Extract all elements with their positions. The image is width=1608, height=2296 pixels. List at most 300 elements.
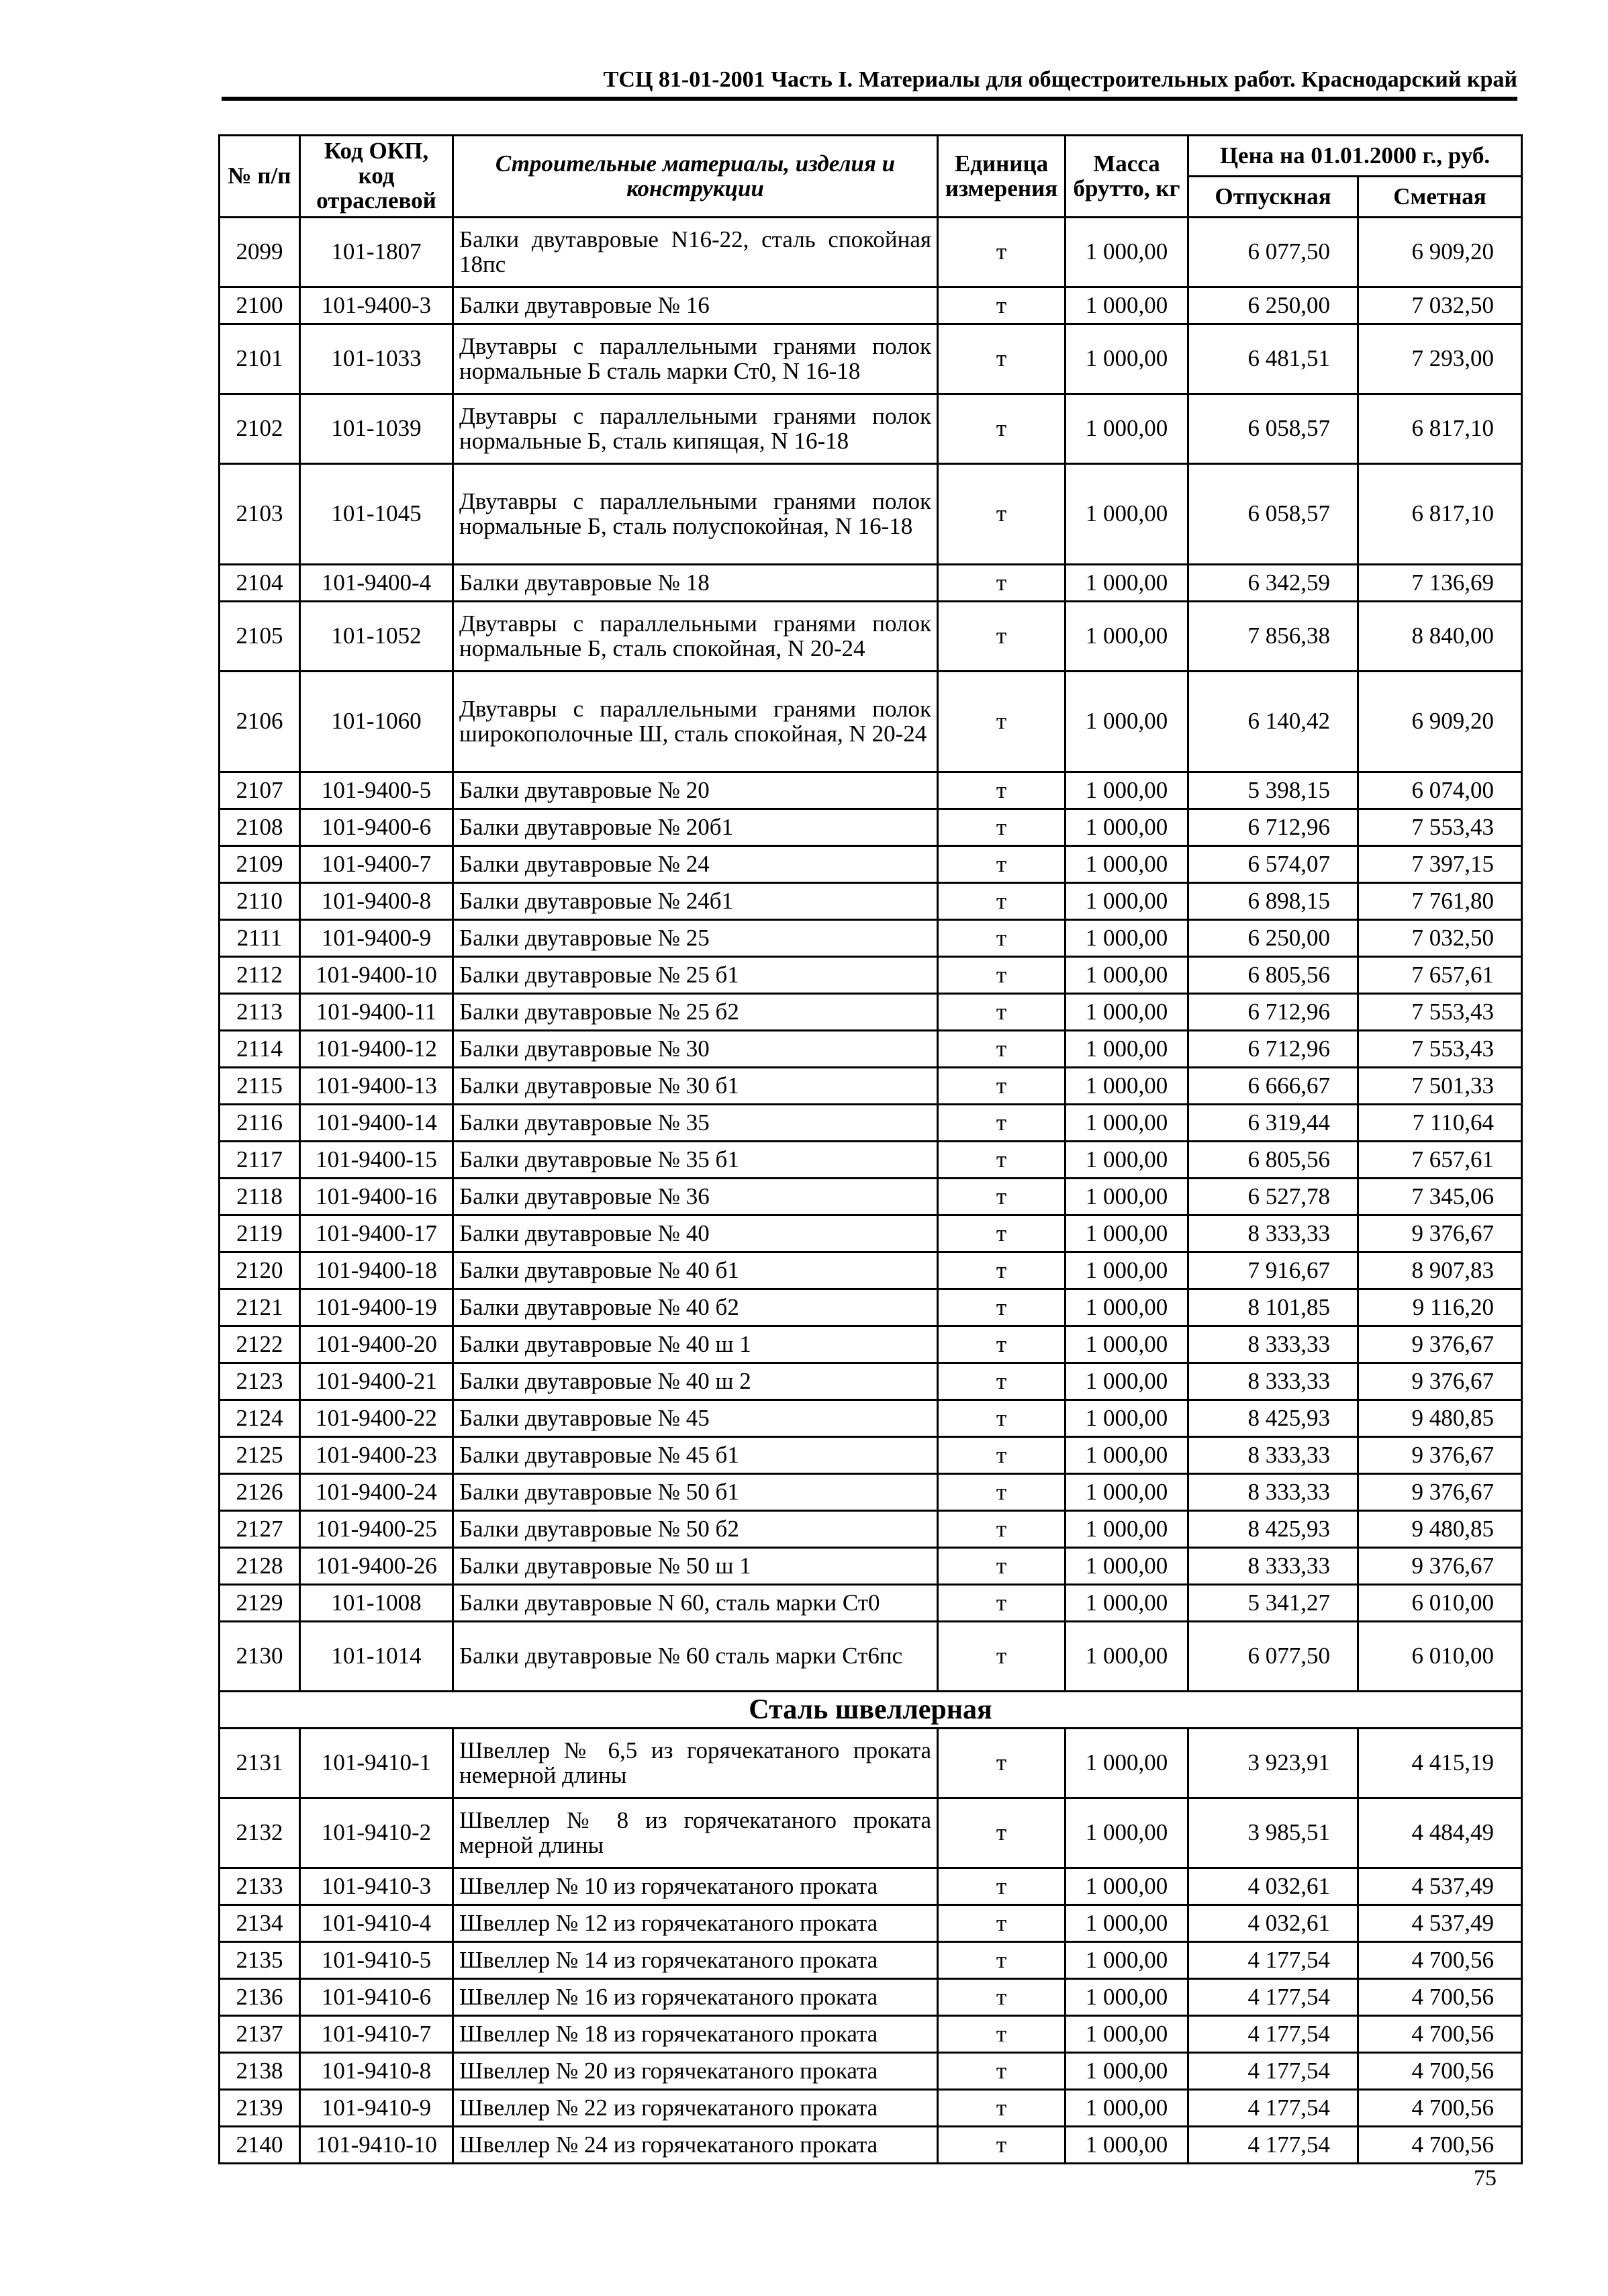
release-price-cell: 7 856,38	[1188, 602, 1358, 672]
row-number-cell: 2104	[220, 565, 300, 602]
price-table	[218, 134, 1523, 2164]
estimate-price-cell: 9 376,67	[1358, 1474, 1522, 1511]
col-header-mass: Масса брутто, кг	[1066, 136, 1188, 218]
row-number-cell: 2136	[220, 1979, 300, 2016]
estimate-price-cell: 4 700,56	[1358, 2090, 1522, 2127]
gross-mass-cell: 1 000,00	[1066, 1729, 1188, 1798]
okp-code-cell: 101-9400-3	[300, 287, 453, 324]
release-price-cell: 6 077,50	[1188, 1622, 1358, 1692]
release-price-cell: 6 574,07	[1188, 846, 1358, 883]
estimate-price-cell: 6 817,10	[1358, 464, 1522, 565]
estimate-price-cell: 4 415,19	[1358, 1729, 1522, 1798]
unit-of-measure-cell: т	[938, 920, 1066, 957]
material-name-cell: Балки двутавровые № 24б1	[453, 883, 938, 920]
row-number-cell: 2128	[220, 1548, 300, 1585]
col-header-no: № п/п	[220, 136, 300, 218]
table-row	[220, 1905, 1522, 1942]
unit-of-measure-cell: т	[938, 1729, 1066, 1798]
material-name-cell: Балки двутавровые № 40 ш 2	[453, 1363, 938, 1400]
gross-mass-cell: 1 000,00	[1066, 883, 1188, 920]
release-price-cell: 6 250,00	[1188, 287, 1358, 324]
gross-mass-cell: 1 000,00	[1066, 464, 1188, 565]
okp-code-cell: 101-9400-12	[300, 1031, 453, 1068]
release-price-cell: 5 341,27	[1188, 1585, 1358, 1622]
okp-code-cell: 101-9400-21	[300, 1363, 453, 1400]
row-number-cell: 2118	[220, 1179, 300, 1215]
estimate-price-cell: 6 909,20	[1358, 672, 1522, 772]
row-number-cell: 2126	[220, 1474, 300, 1511]
row-number-cell: 2135	[220, 1942, 300, 1979]
table-row	[220, 1031, 1522, 1068]
release-price-cell: 6 342,59	[1188, 565, 1358, 602]
estimate-price-cell: 9 116,20	[1358, 1289, 1522, 1326]
gross-mass-cell: 1 000,00	[1066, 1979, 1188, 2016]
material-name-cell: Швеллер № 8 из горячекатаного проката мерной длины	[453, 1798, 938, 1868]
release-price-cell: 4 032,61	[1188, 1905, 1358, 1942]
material-name-cell: Двутавры с параллельными гранями полок нормальные Б, сталь полуспокойная, N 16-18	[453, 464, 938, 565]
okp-code-cell: 101-1039	[300, 394, 453, 464]
table-row	[220, 2090, 1522, 2127]
gross-mass-cell: 1 000,00	[1066, 565, 1188, 602]
table-row	[220, 1979, 1522, 2016]
material-name-cell: Швеллер № 6,5 из горячекатаного проката немерной длины	[453, 1729, 938, 1798]
table-row	[220, 672, 1522, 772]
okp-code-cell: 101-9410-9	[300, 2090, 453, 2127]
row-number-cell: 2115	[220, 1068, 300, 1105]
col-header-release: Отпускная	[1188, 177, 1358, 218]
okp-code-cell: 101-9400-26	[300, 1548, 453, 1585]
okp-code-cell: 101-9400-15	[300, 1142, 453, 1179]
unit-of-measure-cell: т	[938, 957, 1066, 994]
row-number-cell: 2119	[220, 1215, 300, 1252]
release-price-cell: 8 425,93	[1188, 1511, 1358, 1548]
okp-code-cell: 101-1045	[300, 464, 453, 565]
unit-of-measure-cell: т	[938, 1215, 1066, 1252]
unit-of-measure-cell: т	[938, 1868, 1066, 1905]
gross-mass-cell: 1 000,00	[1066, 672, 1188, 772]
table-row	[220, 1622, 1522, 1692]
release-price-cell: 3 985,51	[1188, 1798, 1358, 1868]
gross-mass-cell: 1 000,00	[1066, 920, 1188, 957]
row-number-cell: 2103	[220, 464, 300, 565]
table-row	[220, 1474, 1522, 1511]
material-name-cell: Балки двутавровые № 16	[453, 287, 938, 324]
release-price-cell: 6 140,42	[1188, 672, 1358, 772]
okp-code-cell: 101-9400-8	[300, 883, 453, 920]
release-price-cell: 4 177,54	[1188, 1942, 1358, 1979]
col-header-price-group: Цена на 01.01.2000 г., руб.	[1188, 136, 1522, 177]
gross-mass-cell: 1 000,00	[1066, 1474, 1188, 1511]
table-row	[220, 1105, 1522, 1142]
table-row	[220, 1326, 1522, 1363]
gross-mass-cell: 1 000,00	[1066, 846, 1188, 883]
estimate-price-cell: 4 700,56	[1358, 2127, 1522, 2164]
estimate-price-cell: 7 657,61	[1358, 957, 1522, 994]
release-price-cell: 8 333,33	[1188, 1326, 1358, 1363]
row-number-cell: 2111	[220, 920, 300, 957]
okp-code-cell: 101-9400-25	[300, 1511, 453, 1548]
row-number-cell: 2101	[220, 324, 300, 394]
material-name-cell: Балки двутавровые № 45 б1	[453, 1437, 938, 1474]
table-body	[220, 218, 1522, 2164]
table-row	[220, 1548, 1522, 1585]
row-number-cell: 2127	[220, 1511, 300, 1548]
estimate-price-cell: 7 501,33	[1358, 1068, 1522, 1105]
okp-code-cell: 101-9410-6	[300, 1979, 453, 2016]
gross-mass-cell: 1 000,00	[1066, 1179, 1188, 1215]
estimate-price-cell: 4 484,49	[1358, 1798, 1522, 1868]
header-rule	[222, 97, 1517, 101]
gross-mass-cell: 1 000,00	[1066, 2053, 1188, 2090]
okp-code-cell: 101-9400-24	[300, 1474, 453, 1511]
unit-of-measure-cell: т	[938, 1798, 1066, 1868]
table-row	[220, 287, 1522, 324]
release-price-cell: 8 333,33	[1188, 1548, 1358, 1585]
gross-mass-cell: 1 000,00	[1066, 602, 1188, 672]
material-name-cell: Балки двутавровые № 50 б1	[453, 1474, 938, 1511]
table-row	[220, 920, 1522, 957]
gross-mass-cell: 1 000,00	[1066, 1798, 1188, 1868]
table-row	[220, 1400, 1522, 1437]
table-header	[220, 136, 1522, 218]
material-name-cell: Балки двутавровые № 50 ш 1	[453, 1548, 938, 1585]
okp-code-cell: 101-9400-9	[300, 920, 453, 957]
okp-code-cell: 101-9410-10	[300, 2127, 453, 2164]
material-name-cell: Балки двутавровые № 30 б1	[453, 1068, 938, 1105]
okp-code-cell: 101-1014	[300, 1622, 453, 1692]
table-row	[220, 1289, 1522, 1326]
estimate-price-cell: 7 657,61	[1358, 1142, 1522, 1179]
table-row	[220, 464, 1522, 565]
unit-of-measure-cell: т	[938, 1979, 1066, 2016]
unit-of-measure-cell: т	[938, 1905, 1066, 1942]
row-number-cell: 2129	[220, 1585, 300, 1622]
material-name-cell: Балки двутавровые № 35	[453, 1105, 938, 1142]
unit-of-measure-cell: т	[938, 1363, 1066, 1400]
release-price-cell: 8 101,85	[1188, 1289, 1358, 1326]
table-row	[220, 1437, 1522, 1474]
material-name-cell: Балки двутавровые № 24	[453, 846, 938, 883]
row-number-cell: 2113	[220, 994, 300, 1031]
material-name-cell: Двутавры с параллельными гранями полок нормальные Б, сталь кипящая, N 16-18	[453, 394, 938, 464]
material-name-cell: Двутавры с параллельными гранями полок нормальные Б, сталь спокойная, N 20-24	[453, 602, 938, 672]
material-name-cell: Балки двутавровые № 40	[453, 1215, 938, 1252]
table-row	[220, 1142, 1522, 1179]
gross-mass-cell: 1 000,00	[1066, 1905, 1188, 1942]
unit-of-measure-cell: т	[938, 287, 1066, 324]
material-name-cell: Балки двутавровые № 30	[453, 1031, 938, 1068]
page-header	[222, 60, 1517, 101]
release-price-cell: 8 333,33	[1188, 1215, 1358, 1252]
okp-code-cell: 101-9400-4	[300, 565, 453, 602]
row-number-cell: 2130	[220, 1622, 300, 1692]
table-row	[220, 2016, 1522, 2053]
okp-code-cell: 101-9410-4	[300, 1905, 453, 1942]
okp-code-cell: 101-9400-16	[300, 1179, 453, 1215]
material-name-cell: Балки двутавровые № 25 б2	[453, 994, 938, 1031]
release-price-cell: 8 333,33	[1188, 1474, 1358, 1511]
estimate-price-cell: 9 376,67	[1358, 1326, 1522, 1363]
okp-code-cell: 101-9400-23	[300, 1437, 453, 1474]
okp-code-cell: 101-9400-13	[300, 1068, 453, 1105]
estimate-price-cell: 7 345,06	[1358, 1179, 1522, 1215]
unit-of-measure-cell: т	[938, 218, 1066, 287]
table-row	[220, 994, 1522, 1031]
estimate-price-cell: 7 032,50	[1358, 920, 1522, 957]
row-number-cell: 2138	[220, 2053, 300, 2090]
estimate-price-cell: 7 293,00	[1358, 324, 1522, 394]
release-price-cell: 6 712,96	[1188, 809, 1358, 846]
unit-of-measure-cell: т	[938, 1585, 1066, 1622]
unit-of-measure-cell: т	[938, 602, 1066, 672]
estimate-price-cell: 4 700,56	[1358, 2016, 1522, 2053]
material-name-cell: Швеллер № 12 из горячекатаного проката	[453, 1905, 938, 1942]
material-name-cell: Балки двутавровые N16-22, сталь спокойная 18пс	[453, 218, 938, 287]
okp-code-cell: 101-9400-14	[300, 1105, 453, 1142]
gross-mass-cell: 1 000,00	[1066, 957, 1188, 994]
estimate-price-cell: 9 376,67	[1358, 1215, 1522, 1252]
row-number-cell: 2133	[220, 1868, 300, 1905]
row-number-cell: 2140	[220, 2127, 300, 2164]
unit-of-measure-cell: т	[938, 772, 1066, 809]
okp-code-cell: 101-9400-11	[300, 994, 453, 1031]
estimate-price-cell: 4 537,49	[1358, 1868, 1522, 1905]
gross-mass-cell: 1 000,00	[1066, 1511, 1188, 1548]
table-row	[220, 2053, 1522, 2090]
gross-mass-cell: 1 000,00	[1066, 1252, 1188, 1289]
row-number-cell: 2123	[220, 1363, 300, 1400]
row-number-cell: 2124	[220, 1400, 300, 1437]
row-number-cell: 2132	[220, 1798, 300, 1868]
unit-of-measure-cell: т	[938, 2053, 1066, 2090]
unit-of-measure-cell: т	[938, 464, 1066, 565]
estimate-price-cell: 6 074,00	[1358, 772, 1522, 809]
gross-mass-cell: 1 000,00	[1066, 1068, 1188, 1105]
row-number-cell: 2114	[220, 1031, 300, 1068]
gross-mass-cell: 1 000,00	[1066, 394, 1188, 464]
release-price-cell: 3 923,91	[1188, 1729, 1358, 1798]
row-number-cell: 2120	[220, 1252, 300, 1289]
unit-of-measure-cell: т	[938, 1105, 1066, 1142]
gross-mass-cell: 1 000,00	[1066, 1585, 1188, 1622]
table-row	[220, 1068, 1522, 1105]
material-name-cell: Балки двутавровые № 25	[453, 920, 938, 957]
gross-mass-cell: 1 000,00	[1066, 1363, 1188, 1400]
release-price-cell: 6 805,56	[1188, 1142, 1358, 1179]
table-row	[220, 602, 1522, 672]
okp-code-cell: 101-9410-3	[300, 1868, 453, 1905]
unit-of-measure-cell: т	[938, 1400, 1066, 1437]
gross-mass-cell: 1 000,00	[1066, 1868, 1188, 1905]
table-row	[220, 883, 1522, 920]
unit-of-measure-cell: т	[938, 1142, 1066, 1179]
unit-of-measure-cell: т	[938, 2016, 1066, 2053]
row-number-cell: 2117	[220, 1142, 300, 1179]
material-name-cell: Швеллер № 24 из горячекатаного проката	[453, 2127, 938, 2164]
page-number: 75	[1474, 2166, 1497, 2191]
estimate-price-cell: 9 376,67	[1358, 1363, 1522, 1400]
row-number-cell: 2106	[220, 672, 300, 772]
release-price-cell: 6 319,44	[1188, 1105, 1358, 1142]
gross-mass-cell: 1 000,00	[1066, 2016, 1188, 2053]
estimate-price-cell: 8 840,00	[1358, 602, 1522, 672]
okp-code-cell: 101-1033	[300, 324, 453, 394]
gross-mass-cell: 1 000,00	[1066, 994, 1188, 1031]
release-price-cell: 6 481,51	[1188, 324, 1358, 394]
estimate-price-cell: 4 537,49	[1358, 1905, 1522, 1942]
gross-mass-cell: 1 000,00	[1066, 2127, 1188, 2164]
okp-code-cell: 101-9400-18	[300, 1252, 453, 1289]
material-name-cell: Швеллер № 18 из горячекатаного проката	[453, 2016, 938, 2053]
release-price-cell: 7 916,67	[1188, 1252, 1358, 1289]
estimate-price-cell: 7 553,43	[1358, 809, 1522, 846]
table-row	[220, 846, 1522, 883]
unit-of-measure-cell: т	[938, 1252, 1066, 1289]
col-header-code: Код ОКП, код отраслевой	[300, 136, 453, 218]
estimate-price-cell: 4 700,56	[1358, 1942, 1522, 1979]
material-name-cell: Балки двутавровые № 45	[453, 1400, 938, 1437]
gross-mass-cell: 1 000,00	[1066, 1031, 1188, 1068]
release-price-cell: 6 250,00	[1188, 920, 1358, 957]
estimate-price-cell: 9 480,85	[1358, 1400, 1522, 1437]
release-price-cell: 6 077,50	[1188, 218, 1358, 287]
col-header-unit: Единица измерения	[938, 136, 1066, 218]
material-name-cell: Швеллер № 14 из горячекатаного проката	[453, 1942, 938, 1979]
release-price-cell: 6 898,15	[1188, 883, 1358, 920]
material-name-cell: Балки двутавровые № 40 б2	[453, 1289, 938, 1326]
estimate-price-cell: 6 909,20	[1358, 218, 1522, 287]
row-number-cell: 2122	[220, 1326, 300, 1363]
okp-code-cell: 101-1008	[300, 1585, 453, 1622]
estimate-price-cell: 7 136,69	[1358, 565, 1522, 602]
table-row	[220, 1215, 1522, 1252]
row-number-cell: 2134	[220, 1905, 300, 1942]
estimate-price-cell: 9 376,67	[1358, 1548, 1522, 1585]
release-price-cell: 4 177,54	[1188, 2127, 1358, 2164]
release-price-cell: 8 333,33	[1188, 1437, 1358, 1474]
okp-code-cell: 101-9400-20	[300, 1326, 453, 1363]
material-name-cell: Швеллер № 20 из горячекатаного проката	[453, 2053, 938, 2090]
material-name-cell: Швеллер № 16 из горячекатаного проката	[453, 1979, 938, 2016]
release-price-cell: 4 177,54	[1188, 2090, 1358, 2127]
table-row	[220, 957, 1522, 994]
okp-code-cell: 101-9400-5	[300, 772, 453, 809]
gross-mass-cell: 1 000,00	[1066, 2090, 1188, 2127]
release-price-cell: 6 058,57	[1188, 464, 1358, 565]
release-price-cell: 4 177,54	[1188, 1979, 1358, 2016]
material-name-cell: Балки двутавровые № 25 б1	[453, 957, 938, 994]
unit-of-measure-cell: т	[938, 1622, 1066, 1692]
row-number-cell: 2131	[220, 1729, 300, 1798]
table-row	[220, 2127, 1522, 2164]
release-price-cell: 6 666,67	[1188, 1068, 1358, 1105]
okp-code-cell: 101-9410-8	[300, 2053, 453, 2090]
material-name-cell: Швеллер № 22 из горячекатаного проката	[453, 2090, 938, 2127]
row-number-cell: 2105	[220, 602, 300, 672]
estimate-price-cell: 7 553,43	[1358, 1031, 1522, 1068]
okp-code-cell: 101-9400-17	[300, 1215, 453, 1252]
unit-of-measure-cell: т	[938, 1289, 1066, 1326]
unit-of-measure-cell: т	[938, 1511, 1066, 1548]
release-price-cell: 6 712,96	[1188, 1031, 1358, 1068]
release-price-cell: 6 712,96	[1188, 994, 1358, 1031]
table-row	[220, 1942, 1522, 1979]
row-number-cell: 2102	[220, 394, 300, 464]
row-number-cell: 2100	[220, 287, 300, 324]
release-price-cell: 4 177,54	[1188, 2053, 1358, 2090]
table-row	[220, 324, 1522, 394]
okp-code-cell: 101-1060	[300, 672, 453, 772]
unit-of-measure-cell: т	[938, 1942, 1066, 1979]
unit-of-measure-cell: т	[938, 1031, 1066, 1068]
okp-code-cell: 101-9400-19	[300, 1289, 453, 1326]
release-price-cell: 4 032,61	[1188, 1868, 1358, 1905]
okp-code-cell: 101-9410-1	[300, 1729, 453, 1798]
okp-code-cell: 101-1807	[300, 218, 453, 287]
gross-mass-cell: 1 000,00	[1066, 772, 1188, 809]
table-row	[220, 1179, 1522, 1215]
material-name-cell: Балки двутавровые № 20б1	[453, 809, 938, 846]
estimate-price-cell: 6 010,00	[1358, 1622, 1522, 1692]
row-number-cell: 2107	[220, 772, 300, 809]
release-price-cell: 8 333,33	[1188, 1363, 1358, 1400]
gross-mass-cell: 1 000,00	[1066, 287, 1188, 324]
estimate-price-cell: 9 480,85	[1358, 1511, 1522, 1548]
okp-code-cell: 101-9410-2	[300, 1798, 453, 1868]
row-number-cell: 2139	[220, 2090, 300, 2127]
table-row	[220, 218, 1522, 287]
okp-code-cell: 101-9400-6	[300, 809, 453, 846]
material-name-cell: Балки двутавровые № 36	[453, 1179, 938, 1215]
row-number-cell: 2116	[220, 1105, 300, 1142]
estimate-price-cell: 4 700,56	[1358, 1979, 1522, 2016]
estimate-price-cell: 7 110,64	[1358, 1105, 1522, 1142]
gross-mass-cell: 1 000,00	[1066, 1142, 1188, 1179]
table-row	[220, 1729, 1522, 1798]
col-header-estimate: Сметная	[1358, 177, 1522, 218]
estimate-price-cell: 6 817,10	[1358, 394, 1522, 464]
okp-code-cell: 101-9400-22	[300, 1400, 453, 1437]
unit-of-measure-cell: т	[938, 565, 1066, 602]
table-row	[220, 394, 1522, 464]
okp-code-cell: 101-9400-7	[300, 846, 453, 883]
gross-mass-cell: 1 000,00	[1066, 1622, 1188, 1692]
unit-of-measure-cell: т	[938, 883, 1066, 920]
row-number-cell: 2121	[220, 1289, 300, 1326]
row-number-cell: 2099	[220, 218, 300, 287]
table-row	[220, 1511, 1522, 1548]
release-price-cell: 5 398,15	[1188, 772, 1358, 809]
gross-mass-cell: 1 000,00	[1066, 1215, 1188, 1252]
gross-mass-cell: 1 000,00	[1066, 1400, 1188, 1437]
estimate-price-cell: 4 700,56	[1358, 2053, 1522, 2090]
okp-code-cell: 101-1052	[300, 602, 453, 672]
release-price-cell: 6 805,56	[1188, 957, 1358, 994]
unit-of-measure-cell: т	[938, 394, 1066, 464]
gross-mass-cell: 1 000,00	[1066, 218, 1188, 287]
unit-of-measure-cell: т	[938, 2127, 1066, 2164]
release-price-cell: 6 527,78	[1188, 1179, 1358, 1215]
estimate-price-cell: 7 032,50	[1358, 287, 1522, 324]
section-row	[220, 1692, 1522, 1729]
running-header: ТСЦ 81-01-2001 Часть I. Материалы для общестроительных работ. Краснодарский край	[603, 67, 1517, 92]
row-number-cell: 2125	[220, 1437, 300, 1474]
table-row	[220, 1585, 1522, 1622]
row-number-cell: 2109	[220, 846, 300, 883]
gross-mass-cell: 1 000,00	[1066, 324, 1188, 394]
unit-of-measure-cell: т	[938, 1326, 1066, 1363]
table-row	[220, 809, 1522, 846]
